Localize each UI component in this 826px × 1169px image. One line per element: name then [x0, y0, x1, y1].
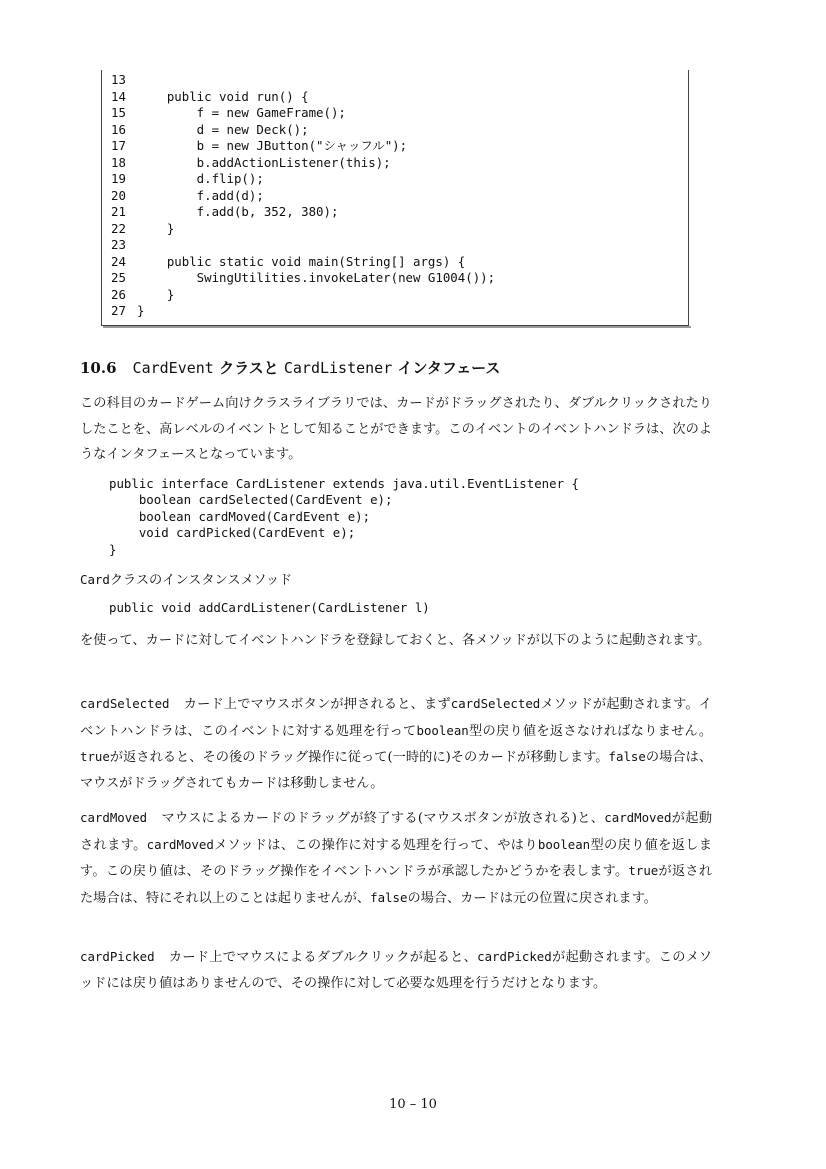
code-line: [111, 237, 137, 254]
card-moved-term: cardMoved: [80, 810, 148, 825]
code-listing: [101, 70, 689, 326]
line-number: 25: [111, 270, 126, 285]
code-text: SwingUtilities.invokeLater(new G1004());: [137, 270, 496, 285]
code-line: [111, 188, 264, 205]
line-number: 19: [111, 171, 126, 186]
code-text: }: [137, 286, 175, 302]
method-signature: public void addCardListener(CardListener l): [109, 600, 430, 615]
line-number: 15: [111, 105, 126, 120]
code-line: [111, 72, 137, 89]
code-line: [111, 105, 346, 122]
code-text: }: [137, 303, 145, 318]
card-picked-term: cardPicked: [80, 949, 155, 964]
card-selected-paragraph: [80, 691, 712, 796]
line-number: 14: [111, 88, 126, 104]
code-span: cardSelected: [450, 696, 541, 711]
section-heading: [80, 357, 500, 378]
code-span: boolean: [416, 722, 469, 738]
line-number: 24: [111, 253, 126, 269]
usage-paragraph: を使って、カードに対してイベントハンドラを登録しておくと、各メソッドが以下のように起動されます。: [80, 633, 711, 648]
text-span: マウスによるカードのドラッグが終了する(マウスボタンが放される)と、: [161, 811, 605, 826]
code-span: false: [608, 749, 646, 764]
line-number: 16: [111, 121, 126, 137]
text-span: メソッドは、この操作に対する処理を行って、やはり: [213, 837, 538, 853]
code-line: [111, 303, 144, 320]
code-text: b.addActionListener(this);: [137, 154, 391, 170]
code-span: true: [628, 863, 659, 878]
card-class-name: Card: [80, 572, 110, 587]
text-span: が起動されます。このメソッドには戻り値はありませんので、その操作に対して必要な処理を行うだけとなります。: [80, 950, 712, 991]
code-span: cardMoved: [604, 810, 672, 825]
card-class-line: [80, 567, 712, 594]
text-span: が起動されます。: [80, 811, 713, 853]
text-span: メソッドが起動されます。イベントハンドラは、このイベントに対する処理を行って: [80, 697, 712, 739]
code-text: d.flip();: [137, 171, 264, 186]
section-text-1: クラスと: [219, 359, 279, 377]
code-line: [111, 254, 465, 271]
section-listener-name: CardListener: [283, 359, 393, 377]
text-span: が返されると、その後のドラッグ操作に従って(一時的に)そのカードが移動します。: [109, 750, 609, 765]
code-line: [111, 138, 407, 155]
line-number: 22: [111, 220, 126, 236]
text-span: の場合は、マウスがドラッグされてもカードは移動しません。: [80, 750, 713, 791]
line-number: 21: [111, 204, 126, 219]
code-span: true: [80, 749, 110, 764]
line-number: 20: [111, 187, 126, 203]
code-line: [111, 122, 309, 139]
line-number: 27: [111, 303, 126, 318]
code-text: f.add(b, 352, 380);: [137, 204, 339, 219]
text-span: 型の戻り値を返します。この戻り値は、そのドラッグ操作をイベントハンドラが承認したかどうかを表します。: [80, 837, 712, 879]
code-text: f.add(d);: [137, 187, 264, 203]
line-number: 17: [111, 138, 126, 153]
code-span: false: [370, 889, 408, 905]
text-span: カード上でマウスボタンが押されると、まず: [183, 697, 451, 712]
code-line: [111, 155, 391, 172]
code-span: cardMoved: [146, 836, 214, 852]
code-line: [111, 204, 338, 221]
code-line: [111, 171, 264, 188]
intro-paragraph: この科目のカードゲーム向けクラスライブラリでは、カードがドラッグされたり、ダブルクリックされたりしたことを、高レベルのイベントとして知ることができます。このイベントのイベントハンドラは、次のようなインタフェースとなっています。: [80, 396, 712, 462]
code-text: public static void main(String[] args) {: [137, 253, 466, 269]
card-picked-paragraph: [80, 944, 712, 996]
code-text: }: [137, 220, 175, 236]
text-span: の場合、カードは元の位置に戻されます。: [407, 890, 657, 906]
code-span: boolean: [537, 836, 591, 852]
text-span: カード上でマウスによるダブルクリックが起ると、: [168, 950, 478, 965]
code-line: [111, 270, 495, 287]
section-number: 10.6: [80, 359, 117, 377]
code-text: d = new Deck();: [137, 121, 309, 137]
line-number: 18: [111, 154, 126, 170]
code-line: [111, 287, 174, 304]
code-text: f = new GameFrame();: [137, 105, 346, 120]
card-moved-paragraph: [80, 805, 712, 911]
code-line: [111, 89, 309, 106]
text-span: 型の戻り値を返さなければなりません。: [468, 723, 713, 739]
interface-code: public interface CardListener extends java.util.EventListener { boolean cardSelected(CardEvent e); boolean cardMoved(CardEvent e); void cardPicked(CardEvent e); }: [109, 476, 579, 557]
section-class-name: CardEvent: [132, 359, 214, 377]
card-selected-term: cardSelected: [80, 696, 170, 711]
page-number: 10 – 10: [389, 1097, 437, 1112]
line-number: 13: [111, 72, 126, 87]
code-text: b = new JButton("シャッフル");: [137, 138, 408, 153]
text-span: が返された場合は、特にそれ以上のことは起りませんが、: [80, 864, 713, 906]
card-class-text: クラスのインスタンスメソッド: [109, 573, 293, 588]
section-text-2: インタフェース: [397, 359, 501, 377]
code-line: [111, 221, 174, 238]
code-span: cardPicked: [477, 949, 552, 964]
code-text: public void run() {: [137, 88, 309, 104]
line-number: 26: [111, 286, 126, 302]
line-number: 23: [111, 237, 126, 252]
